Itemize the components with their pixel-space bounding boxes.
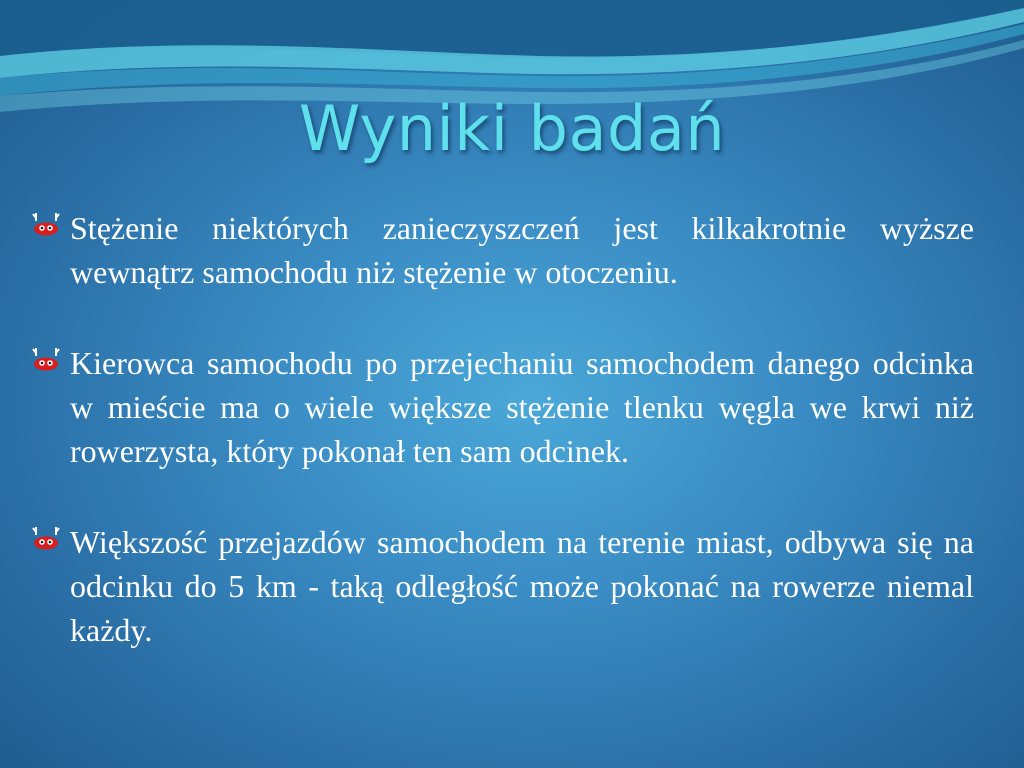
- bullet-item: [30, 341, 974, 473]
- bullet-text: Większość przejazdów samochodem na terenie miast, odbywa się na odcinku do 5 km - taką odległość może pokonać na rowerze niemal każdy.: [70, 524, 974, 648]
- bullet-item: [30, 520, 974, 652]
- crab-icon: [30, 210, 62, 238]
- crab-icon: [30, 524, 62, 552]
- bullet-text: Kierowca samochodu po przejechaniu samochodem danego odcinka w mieście ma o wiele większe stężenie tlenku węgla we krwi niż rowerzysta, który pokonał ten sam odcinek.: [70, 345, 974, 469]
- bullet-list: [30, 206, 974, 652]
- crab-icon: [30, 345, 62, 373]
- bullet-text: Stężenie niektórych zanieczyszczeń jest kilkakrotnie wyższe wewnątrz samochodu niż stężenie w otoczeniu.: [70, 210, 974, 290]
- slide-title: Wyniki badań: [298, 92, 726, 165]
- bullet-item: [30, 206, 974, 294]
